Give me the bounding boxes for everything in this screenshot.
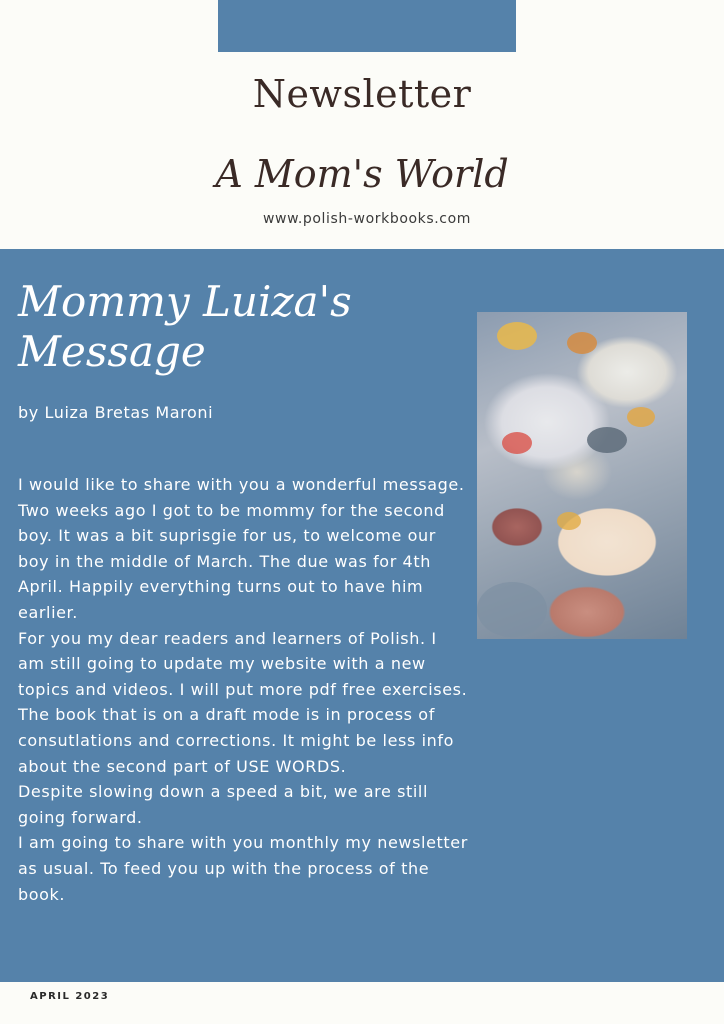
article-paragraph: For you my dear readers and learners of Polish. I am still going to update my website with a new topics and videos. I will put more pdf free exercises.	[18, 628, 468, 699]
photo-pattern-shape	[477, 582, 547, 637]
newsletter-subtitle: A Mom's World	[215, 152, 509, 196]
photo-pattern-shape	[557, 512, 581, 530]
photo-pattern-shape	[497, 322, 537, 350]
article-byline: by Luiza Bretas Maroni	[18, 403, 214, 422]
article-body	[18, 472, 468, 907]
issue-date: APRIL 2023	[30, 991, 110, 1002]
photo-pattern-shape	[587, 427, 627, 453]
article-heading: Mommy Luiza's Message	[18, 277, 352, 376]
top-accent-bar	[218, 0, 516, 52]
article-paragraph: The book that is on a draft mode is in process of consutlations and corrections. It might be less info about the second part of USE WORDS.	[18, 705, 454, 776]
article-paragraph: Despite slowing down a speed a bit, we are still going forward.	[18, 782, 429, 827]
article-panel	[0, 249, 724, 982]
photo-pattern-shape	[567, 332, 597, 354]
newborn-photo	[477, 312, 687, 639]
article-paragraph: I would like to share with you a wonderful message. Two weeks ago I got to be mommy for the second boy. It was a bit suprisgie for us, to welcome our boy in the middle of March. The due was for 4th April. Happily everything turns out to have him earlier.	[18, 475, 465, 622]
photo-pattern-shape	[627, 407, 655, 427]
website-url: www.polish-workbooks.com	[262, 211, 471, 227]
article-paragraph: I am going to share with you monthly my newsletter as usual. To feed you up with the process of the book.	[18, 833, 468, 904]
newsletter-title: Newsletter	[252, 72, 472, 116]
photo-pattern-shape	[502, 432, 532, 454]
